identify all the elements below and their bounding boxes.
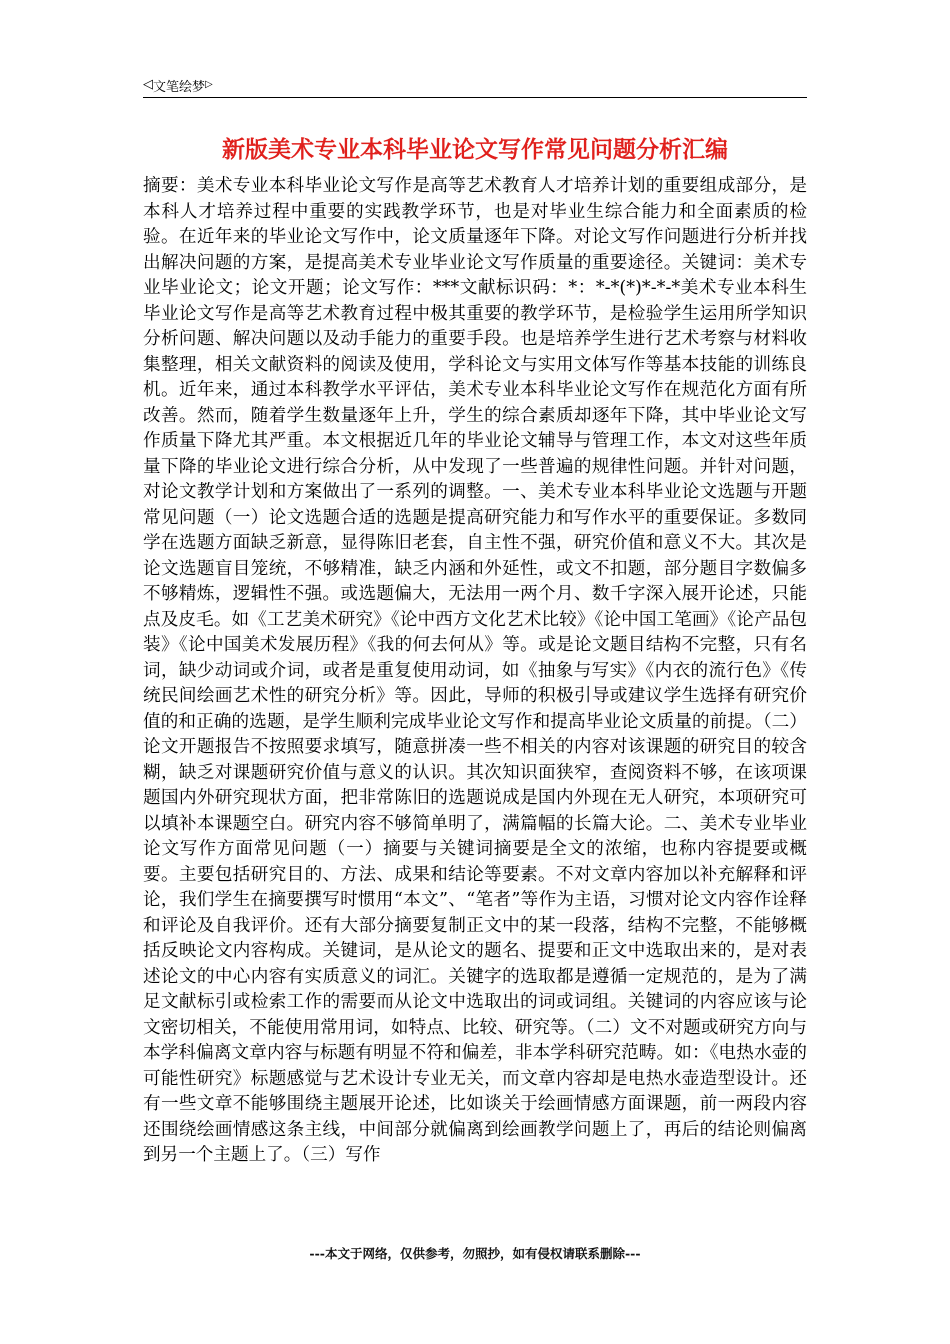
document-title: 新版美术专业本科毕业论文写作常见问题分析汇编 <box>222 137 728 163</box>
brand-text: 文笔绘梦 <box>153 79 206 95</box>
right-triangle-icon: ▷ <box>205 79 213 90</box>
header-brand <box>143 75 213 95</box>
left-triangle-icon: ◁ <box>143 77 153 92</box>
page-header <box>143 75 807 98</box>
document-body: 摘要：美术专业本科毕业论文写作是高等艺术教育人才培养计划的重要组成部分，是本科人才培养过程中重要的实践教学环节，也是对毕业生综合能力和全面素质的检验。在近年来的毕业论文写作中，论文质量逐年下降。对论文写作问题进行分析并找出解决问题的方案，是提高美术专业毕业论文写作质量的重要途径。关键词：美术专业毕业论文；论文开题；论文写作：***文献标识码：*：*-*(*)*-*-*美术专业本科生毕业论文写作是高等艺术教育过程中极其重要的教学环节，是检验学生运用所学知识分析问题、解决问题以及动手能力的重要手段。也是培养学生进行艺术考察与材料收集整理，相关文献资料的阅读及使用，学科论文与实用文体写作等基本技能的训练良机。近年来，通过本科教学水平评估，美术专业本科毕业论文写作在规范化方面有所改善。然而，随着学生数量逐年上升，学生的综合素质却逐年下降，其中毕业论文写作质量下降尤其严重。本文根据近几年的毕业论文辅导与管理工作，本文对这些年质量下降的毕业论文进行综合分析，从中发现了一些普遍的规律性问题。并针对问题，对论文教学计划和方案做出了一系列的调整。一、美术专业本科毕业论文选题与开题常见问题（一）论文选题合适的选题是提高研究能力和写作水平的重要保证。多数同学在选题方面缺乏新意，显得陈旧老套，自主性不强，研究价值和意义不大。其次是论文选题盲目笼统，不够精准，缺乏内涵和外延性，或文不扣题，部分题目字数偏多不够精炼，逻辑性不强。或选题偏大，无法用一两个月、数千字深入展开论述，只能点及皮毛。如《工艺美术研究》《论中西方文化艺术比较》《论中国工笔画》《论产品包装》《论中国美术发展历程》《我的何去何从》等。或是论文题目结构不完整，只有名词，缺少动词或介词，或者是重复使用动词，如《抽象与写实》《内衣的流行色》《传统民间绘画艺术性的研究分析》等。因此，导师的积极引导或建议学生选择有研究价值的和正确的选题，是学生顺利完成毕业论文写作和提高毕业论文质量的前提。（二）论文开题报告不按照要求填写，随意拼凑一些不相关的内容对该课题的研究目的较含糊，缺乏对课题研究价值与意义的认识。其次知识面狭窄，查阅资料不够，在该项课题国内外研究现状方面，把非常陈旧的选题说成是国内外现在无人研究，本项研究可以填补本课题空白。研究内容不够简单明了，满篇幅的长篇大论。二、美术专业毕业论文写作方面常见问题（一）摘要与关键词摘要是全文的浓缩，也称内容提要或概要。主要包括研究目的、方法、成果和结论等要素。不对文章内容加以补充解释和评论，我们学生在摘要撰写时惯用“本文”、“笔者”等作为主语，习惯对论文内容作诠释和评论及自我评价。还有大部分摘要复制正文中的某一段落，结构不完整，不能够概括反映论文内容构成。关键词，是从论文的题名、提要和正文中选取出来的，是对表述论文的中心内容有实质意义的词汇。关键字的选取都是遵循一定规范的，是为了满足文献标引或检索工作的需要而从论文中选取出的词或词组。关键词的内容应该与论文密切相关，不能使用常用词，如特点、比较、研究等。（二）文不对题或研究方向与本学科偏离文章内容与标题有明显不符和偏差，非本学科研究范畴。如：《电热水壶的可能性研究》标题感觉与艺术设计专业无关，而文章内容却是电热水壶造型设计。还有一些文章不能够围绕主题展开论述，比如谈关于绘画情感方面课题，前一两段内容还围绕绘画情感这条主线，中间部分就偏离到绘画教学问题上了，再后的结论则偏离到另一个主题上了。（三）写作 <box>143 176 807 1165</box>
footer-notice: ---本文于网络，仅供参考，勿照抄，如有侵权请联系删除--- <box>309 1246 641 1261</box>
